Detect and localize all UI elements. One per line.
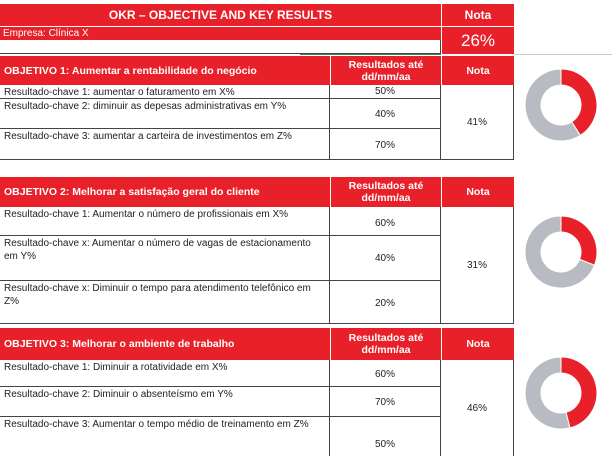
key-result-value: 20% [330, 281, 441, 324]
total-score: 26% [441, 26, 514, 54]
company-blank-row [0, 40, 441, 54]
objective-score: 41% [441, 85, 514, 160]
donut-score-slice [561, 216, 597, 265]
score-donut-chart [524, 351, 598, 435]
key-result-value: 50% [330, 417, 441, 456]
objective-3 [0, 328, 612, 456]
key-result-value: 70% [330, 129, 441, 160]
objective-score: 46% [441, 360, 514, 456]
key-result-text: Resultado-chave 3: aumentar a carteira de investimentos em Z% [0, 129, 330, 160]
okr-title: OKR – OBJECTIVE AND KEY RESULTS [0, 4, 441, 26]
key-result-value: 50% [330, 85, 441, 99]
key-result-text: Resultado-chave 1: Aumentar o número de profissionais em X% [0, 207, 330, 236]
company-label: Empresa: Clínica X [0, 26, 441, 40]
key-result-value: 60% [330, 207, 441, 236]
score-donut-chart [524, 63, 598, 147]
nota-column-header: Nota [441, 177, 514, 207]
results-header: Resultados até dd/mm/aa [330, 328, 441, 360]
results-header: Resultados até dd/mm/aa [330, 177, 441, 207]
objective-1 [0, 56, 612, 160]
objective-title: OBJETIVO 2: Melhorar a satisfação geral do cliente [0, 177, 330, 207]
objective-title: OBJETIVO 3: Melhorar o ambiente de trabalho [0, 328, 330, 360]
key-result-text: Resultado-chave x: Diminuir o tempo para atendimento telefônico em Z% [0, 281, 330, 324]
key-result-value: 70% [330, 387, 441, 417]
nota-header: Nota [441, 4, 514, 26]
grid-line [514, 54, 612, 55]
results-header: Resultados até dd/mm/aa [330, 56, 441, 85]
key-result-value: 40% [330, 236, 441, 281]
key-result-value: 40% [330, 99, 441, 129]
objective-2 [0, 177, 612, 327]
nota-column-header: Nota [441, 328, 514, 360]
key-result-text: Resultado-chave 2: diminuir as depesas administrativas em Y% [0, 99, 330, 129]
objective-score: 31% [441, 207, 514, 324]
key-result-text: Resultado-chave 1: aumentar o faturamento em X% [0, 85, 330, 99]
objective-title: OBJETIVO 1: Aumentar a rentabilidade do negócio [0, 56, 330, 85]
key-result-text: Resultado-chave x: Aumentar o número de vagas de estacionamento em Y% [0, 236, 330, 281]
cell-selection-line [300, 54, 441, 55]
key-result-text: Resultado-chave 3: Aumentar o tempo médio de treinamento em Z% [0, 417, 330, 456]
score-donut-chart [524, 210, 598, 294]
key-result-text: Resultado-chave 1: Diminuir a rotatividade em X% [0, 360, 330, 387]
key-result-value: 60% [330, 360, 441, 387]
key-result-text: Resultado-chave 2: Diminuir o absenteísmo em Y% [0, 387, 330, 417]
nota-column-header: Nota [441, 56, 514, 85]
